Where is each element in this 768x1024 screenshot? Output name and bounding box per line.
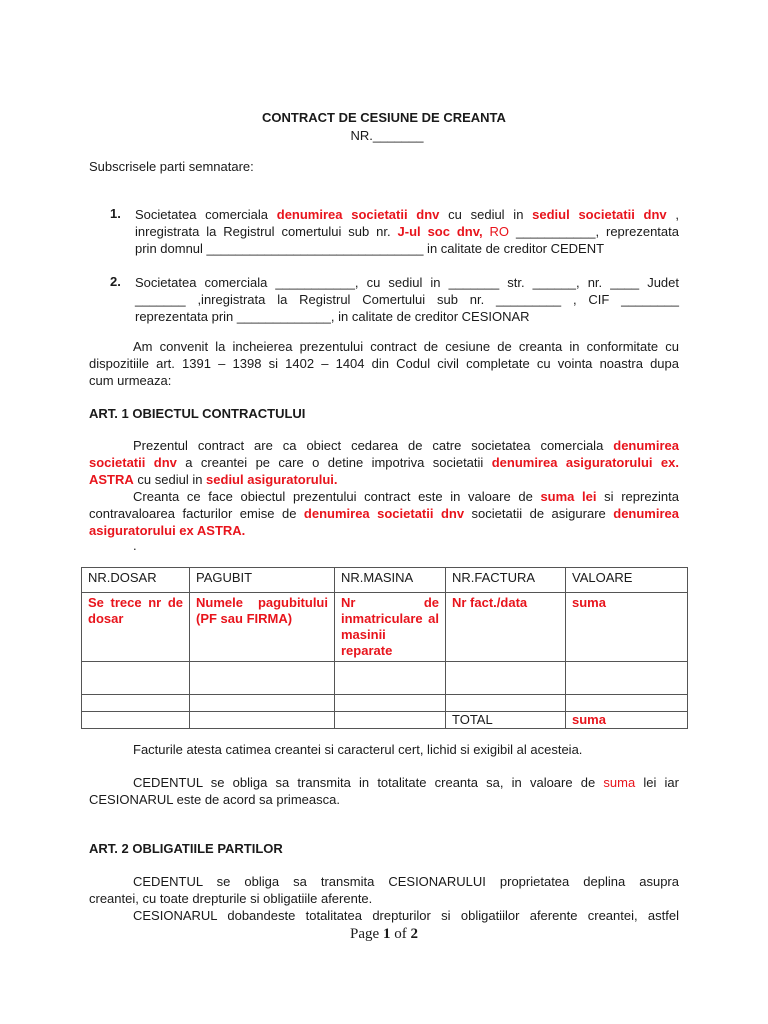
- contract-title: CONTRACT DE CESIUNE DE CREANTA: [262, 110, 506, 125]
- art1-p1-line2: [89, 454, 679, 471]
- table-cell: [190, 662, 335, 695]
- cedent-line1: [133, 774, 679, 791]
- table-header: NR.FACTURA: [446, 568, 566, 593]
- table-header-row: [82, 568, 688, 593]
- agreement-line2: dispozitiile art. 1391 – 1398 si 1402 – 1404 din Codul civil completate cu vointa noastra dupa: [89, 356, 679, 371]
- art1-p2-line3: asiguratorului ex ASTRA.: [89, 523, 246, 538]
- placeholder: denumirea asiguratorului ex.: [491, 455, 680, 470]
- total-value: suma: [566, 712, 688, 729]
- text: Prezentul contract are ca obiect cedarea de catre societatea comerciala: [133, 438, 614, 453]
- invoices-paragraph: Facturile atesta catimea creantei si caracterul cert, lichid si exigibil al acesteia.: [133, 742, 583, 757]
- table-cell: [446, 695, 566, 712]
- placeholder-company-address: sediul societatii dnv: [532, 207, 667, 222]
- party1-number: 1.: [110, 206, 121, 221]
- placeholder: denumirea: [613, 506, 679, 521]
- table-cell: [190, 695, 335, 712]
- placeholder: suma lei: [540, 489, 597, 504]
- art2-p1-line1: CEDENTUL se obliga sa transmita CESIONARULUI proprietatea deplina asupra: [133, 874, 679, 889]
- art1-p1-line3: [89, 471, 679, 488]
- text: CEDENTUL se obliga sa transmita in totalitate creanta sa, in valoare de: [133, 775, 604, 790]
- text: cu sediul in: [439, 207, 533, 222]
- current-page: 1: [382, 926, 391, 942]
- party2-number: 2.: [110, 274, 121, 289]
- table-cell: [335, 662, 446, 695]
- placeholder: ASTRA: [89, 472, 134, 487]
- table-cell: [82, 695, 190, 712]
- table-header: VALOARE: [566, 568, 688, 593]
- table-cell: [335, 695, 446, 712]
- table-cell: Se trece nr de dosar: [82, 593, 190, 662]
- placeholder: denumirea: [613, 438, 679, 453]
- table-header: NR.DOSAR: [82, 568, 190, 593]
- table-header: PAGUBIT: [190, 568, 335, 593]
- table-row: [82, 662, 688, 695]
- text: cu sediul in: [133, 472, 207, 487]
- text: contravaloarea facturilor emise de: [89, 506, 304, 521]
- party1-line2: [135, 223, 679, 240]
- art1-heading: ART. 1 OBIECTUL CONTRACTULUI: [89, 406, 306, 421]
- table-cell: Nr de inmatriculare al masinii reparate: [335, 593, 446, 662]
- art1-p1-line1: [133, 437, 679, 454]
- table-total-row: [82, 712, 688, 729]
- art1-p2-line1: [133, 488, 679, 505]
- table-header: NR.MASINA: [335, 568, 446, 593]
- agreement-line1: Am convenit la incheierea prezentului contract de cesiune de creanta in conformitate cu: [133, 339, 679, 354]
- contract-number: [0, 128, 768, 143]
- text: a creantei pe care o detine impotriva societatii: [176, 455, 492, 470]
- placeholder-ro: RO: [482, 224, 510, 239]
- table-cell: [446, 662, 566, 695]
- art2-p2-line1: CESIONARUL dobandeste totalitatea drepturilor si obligatiilor aferente creantei, astfel: [133, 908, 679, 923]
- table-row: [82, 593, 688, 662]
- art1-p2-line2: [89, 505, 679, 522]
- text: societatii de asigurare: [464, 506, 614, 521]
- table-cell: [566, 695, 688, 712]
- footer-text: of: [390, 926, 411, 942]
- table-cell: Nr fact./data: [446, 593, 566, 662]
- text: lei iar: [635, 775, 679, 790]
- text: Societatea comerciala: [135, 207, 277, 222]
- text: Creanta ce face obiectul prezentului contract este in valoare de: [133, 489, 541, 504]
- table-cell: [190, 712, 335, 729]
- table-row: [82, 695, 688, 712]
- text: ___________, reprezentata: [509, 224, 679, 239]
- intro-text: Subscrisele parti semnatare:: [89, 159, 254, 174]
- page-footer: [0, 926, 768, 943]
- agreement-line3: cum urmeaza:: [89, 373, 172, 388]
- art2-heading: ART. 2 OBLIGATIILE PARTILOR: [89, 841, 283, 856]
- table-cell: [335, 712, 446, 729]
- party2-line1: Societatea comerciala ___________, cu sediul in _______ str. ______, nr. ____ Judet: [135, 275, 679, 290]
- placeholder-registry: J-ul soc dnv,: [397, 224, 483, 239]
- table-cell: [566, 662, 688, 695]
- placeholder: denumirea societatii dnv: [303, 506, 465, 521]
- text: si reprezinta: [596, 489, 680, 504]
- total-label: TOTAL: [446, 712, 566, 729]
- art2-p1-line2: creantei, cu toate drepturile si obligatiile aferente.: [89, 891, 373, 906]
- party2-line2: _______ ,inregistrata la Registrul Comertului sub nr. _________ , CIF ________: [135, 292, 679, 307]
- table-cell: [82, 662, 190, 695]
- party1-line1: [135, 206, 679, 223]
- placeholder-sum: suma: [603, 775, 636, 790]
- table-cell: [82, 712, 190, 729]
- contract-number-text: NR._______: [350, 128, 424, 143]
- text: inregistrata la Registrul comertului sub nr.: [135, 224, 398, 239]
- party2-line3: reprezentata prin _____________, in calitate de creditor CESIONAR: [135, 309, 530, 324]
- invoice-table: [81, 567, 688, 729]
- placeholder: societatii dnv: [89, 455, 177, 470]
- total-pages: 2: [410, 926, 418, 942]
- text: ,: [666, 207, 679, 222]
- party1-line3: prin domnul ______________________________ in calitate de creditor CEDENT: [135, 241, 605, 256]
- cedent-line2: CESIONARUL este de acord sa primeasca.: [89, 792, 340, 807]
- footer-text: Page: [350, 926, 383, 942]
- table-cell: Numele pagubitului (PF sau FIRMA): [190, 593, 335, 662]
- placeholder-company-name: denumirea societatii dnv: [276, 207, 440, 222]
- placeholder: sediul asiguratorului.: [206, 472, 338, 487]
- stray-dot: .: [133, 538, 137, 553]
- table-cell: suma: [566, 593, 688, 662]
